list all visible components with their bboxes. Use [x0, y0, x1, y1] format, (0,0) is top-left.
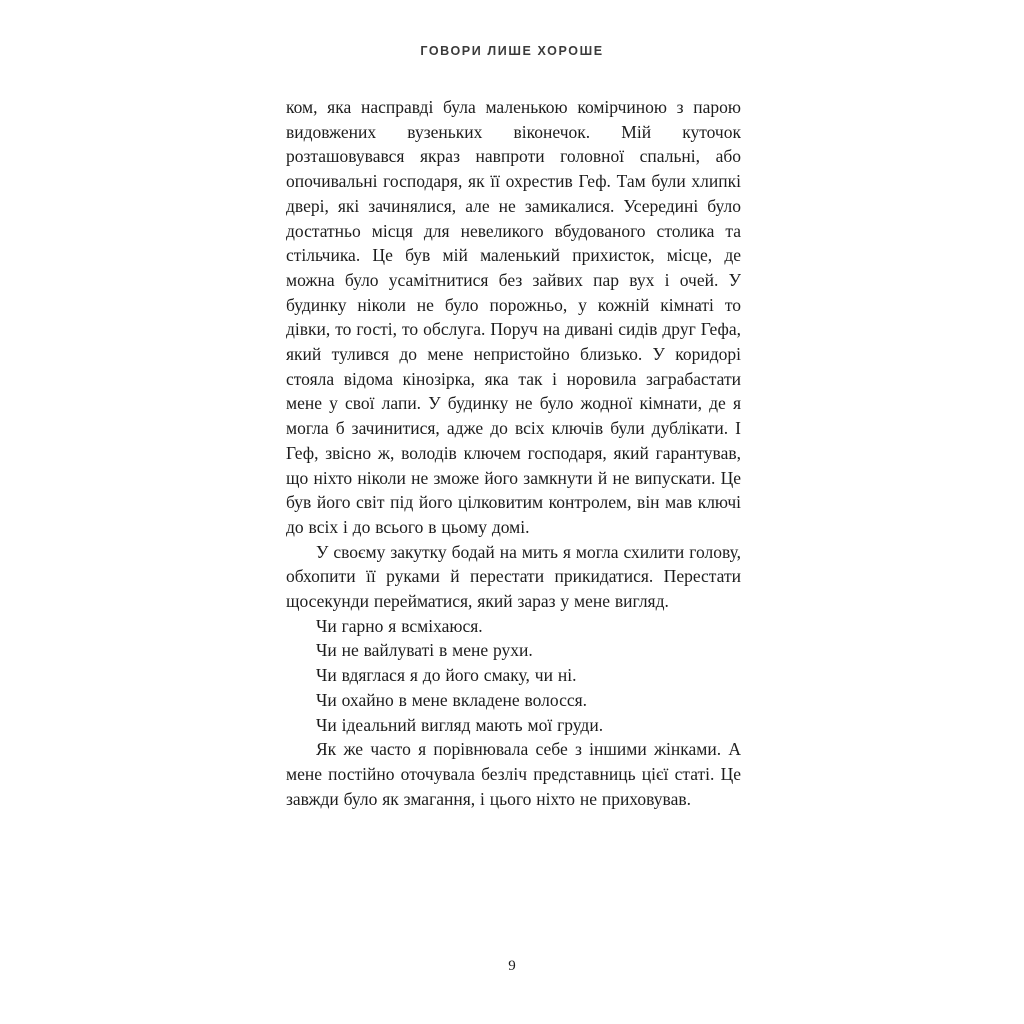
paragraph: Чи охайно в мене вкладене волосся.	[316, 689, 588, 710]
page-body	[286, 95, 741, 811]
page-number: 9	[508, 958, 516, 974]
paragraph: У своєму закутку бодай на мить я могла схилити голову, обхопити її руками й перестати прикидатися. Перестати щосекунди перейматися, який зараз у мене вигляд.	[286, 541, 741, 612]
running-header: ГОВОРИ ЛИШЕ ХОРОШЕ	[420, 44, 604, 58]
paragraph: Чи не вайлуваті в мене рухи.	[316, 640, 533, 661]
paragraph: ком, яка насправді була маленькою комірчиною з парою видовжених вузеньких віконечок. Мій куточок розташовувався якраз навпроти головної спальні, або опочивальні господаря, як її охрестив Геф. Там були хлипкі двері, які зачинялися, але не замикалися. Усередині було достатньо місця для невеликого вбудованого столика та стільчика. Це був мій маленький прихисток, місце, де можна було усамітнитися без зайвих пар вух і очей. У будинку ніколи не було порожньо, у кожній кімнаті то дівки, то гості, то обслуга. Поруч на дивані сидів друг Гефа, який тулився до мене непристойно близько. У коридорі стояла відома кінозірка, яка так і норовила заграбастати мене у свої лапи. У будинку не було жодної кімнати, де я могла б зачинитися, адже до всіх ключів були дублікати. І Геф, звісно ж, володів ключем господаря, який гарантував, що ніхто ніколи не зможе його замкнути й не випускати. Це був його світ під його цілковитим контролем, він мав ключі до всіх і до всього в цьому домі.	[286, 97, 741, 537]
paragraph: Як же часто я порівнювала себе з іншими жінками. А мене постійно оточувала безліч представниць цієї статі. Це завжди було як змагання, і цього ніхто не приховував.	[286, 739, 741, 809]
paragraph: Чи гарно я всміхаюся.	[316, 615, 483, 636]
paragraph: Чи ідеальний вигляд мають мої груди.	[316, 714, 604, 735]
paragraph: Чи вдяглася я до його смаку, чи ні.	[316, 665, 577, 686]
